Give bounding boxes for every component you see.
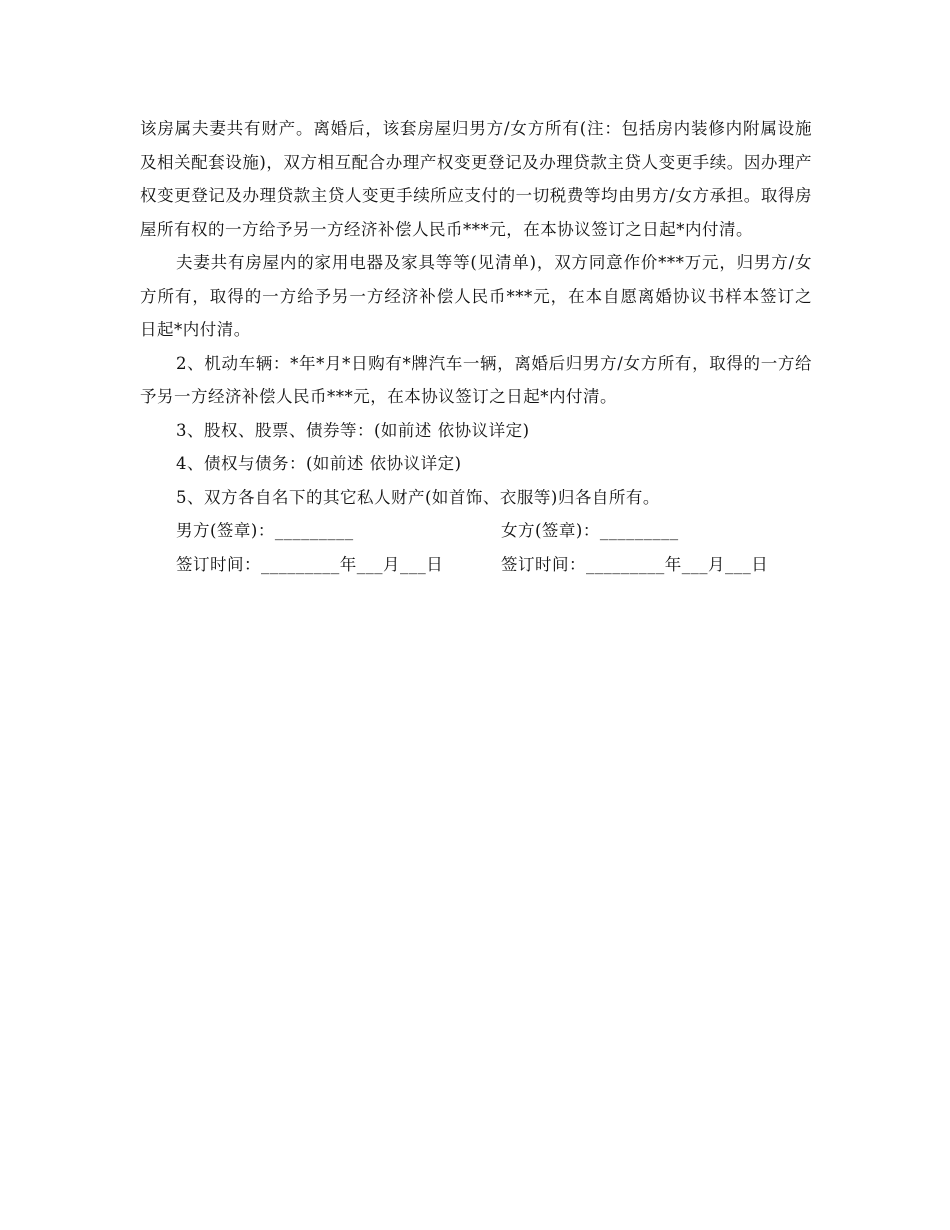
male-signature: 男方(签章)：_________ — [176, 521, 354, 540]
item-stocks: 3、股权、股票、债券等：(如前述 依协议详定) — [176, 420, 530, 440]
female-signing-date: 签订时间：_________年___月___日 — [501, 554, 769, 574]
male-signing-date: 签订时间：_________年___月___日 — [176, 554, 444, 574]
document-page — [140, 112, 812, 581]
signature-row — [140, 514, 812, 548]
item-private-property: 5、双方各自名下的其它私人财产(如首饰、衣服等)归各自所有。 — [176, 487, 660, 507]
female-signature: 女方(签章)：_________ — [501, 521, 679, 540]
paragraph-vehicle: 2、机动车辆：*年*月*日购有*牌汽车一辆，离婚后归男方/女方所有，取得的一方给予另一方经济补偿人民币***元，在本协议签订之日起*内付清。 — [140, 353, 812, 406]
signing-date-row — [140, 548, 812, 582]
paragraph-appliances: 夫妻共有房屋内的家用电器及家具等等(见清单)，双方同意作价***万元，归男方/女方所有，取得的一方给予另一方经济补偿人民币***元，在本自愿离婚协议书样本签订之日起*内付清。 — [140, 253, 812, 339]
paragraph-house: 该房属夫妻共有财产。离婚后，该套房屋归男方/女方所有(注：包括房内装修内附属设施及相关配套设施)，双方相互配合办理产权变更登记及办理贷款主贷人变更手续。因办理产权变更登记及办理贷款主贷人变更手续所应支付的一切税费等均由男方/女方承担。取得房屋所有权的一方给予另一方经济补偿人民币***元，在本协议签订之日起*内付清。 — [140, 119, 812, 239]
item-debts: 4、债权与债务：(如前述 依协议详定) — [176, 454, 462, 473]
